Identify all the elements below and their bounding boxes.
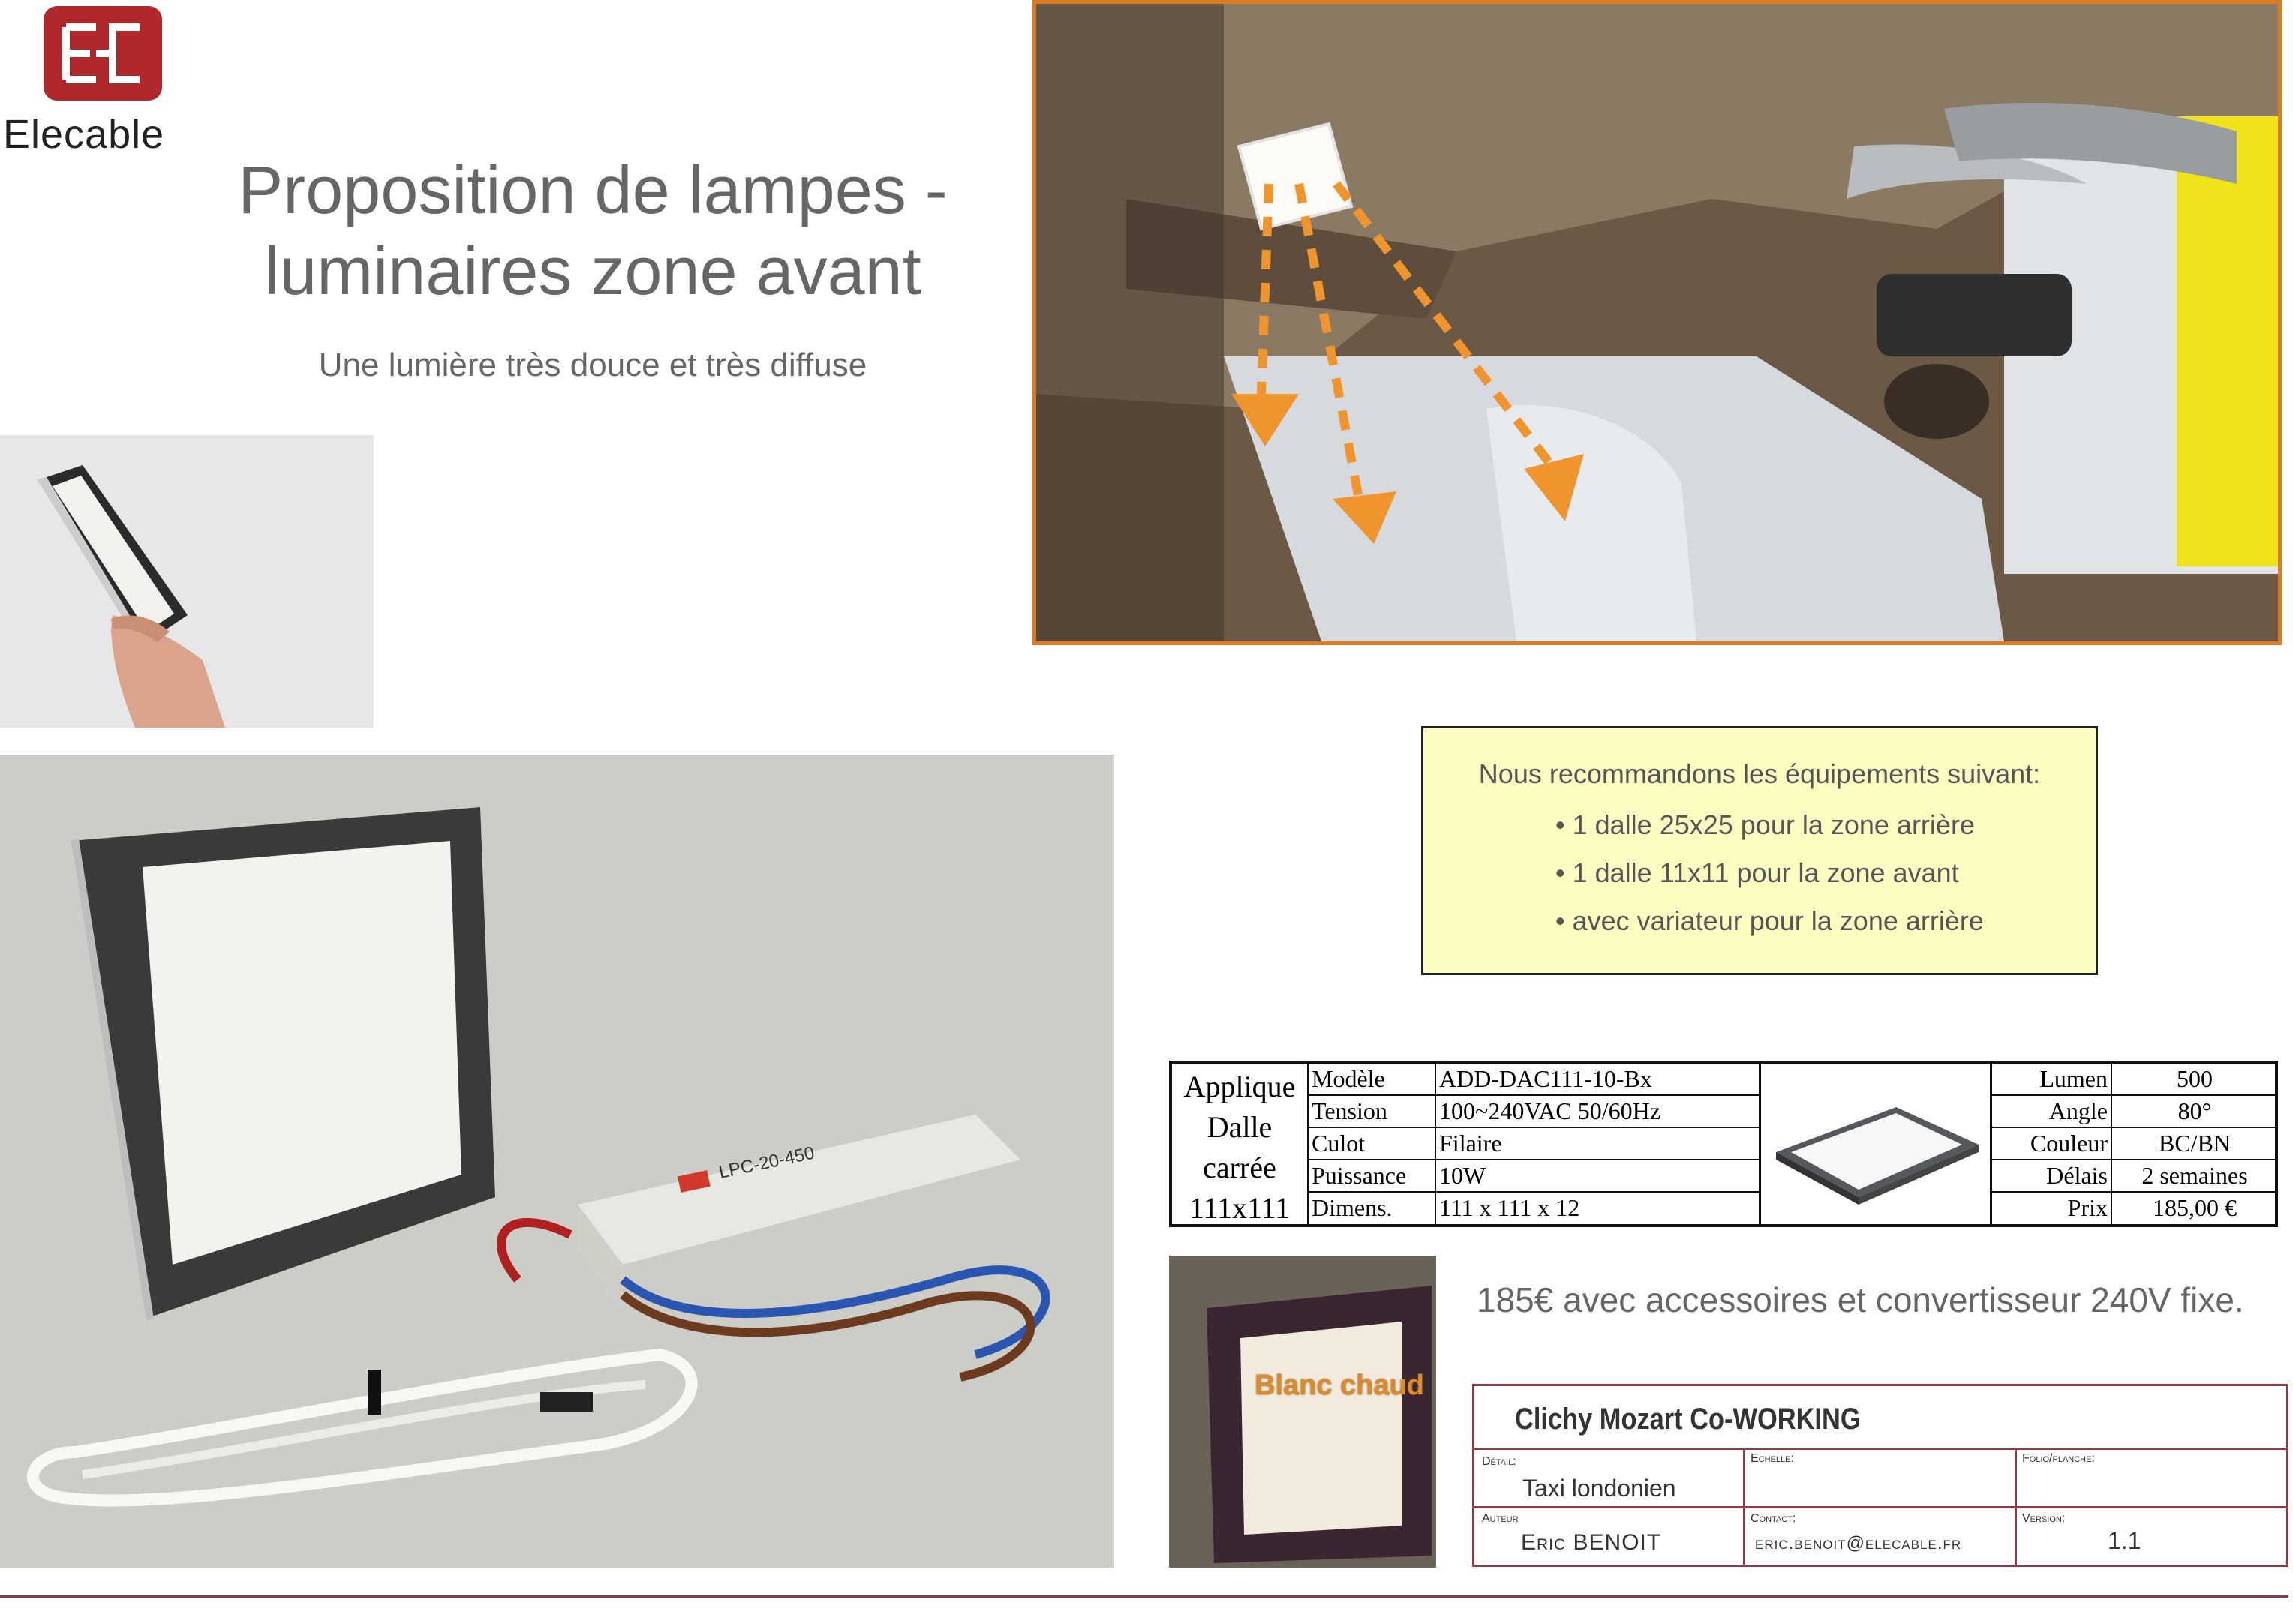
contact-value: eric.benoit@elecable.fr (1755, 1533, 1962, 1553)
spec-label: Prix (1992, 1193, 2112, 1225)
logo-mark-icon (44, 6, 162, 101)
spec-label: Angle (1992, 1096, 2112, 1127)
page-title (150, 150, 1035, 312)
title-block (1472, 1384, 2288, 1567)
version-value: 1.1 (2108, 1527, 2141, 1554)
hand-holding-panel-photo (0, 435, 374, 728)
table-row (1992, 1160, 2277, 1193)
list-item: • avec variateur pour la zone arrière (1555, 905, 2096, 937)
list-item: • 1 dalle 11x11 pour la zone avant (1555, 857, 2096, 889)
spec-label: Puissance (1309, 1160, 1436, 1191)
divider (1474, 1506, 2286, 1508)
project-name: Clichy Mozart Co-WORKING (1515, 1403, 1861, 1436)
brand-name: Elecable (3, 112, 165, 157)
table-row (1309, 1064, 1759, 1096)
spec-label: Culot (1309, 1128, 1436, 1159)
title-line-2: luminaires zone avant (264, 234, 921, 309)
list-item: • 1 dalle 25x25 pour la zone arrière (1555, 809, 2096, 841)
warm-white-panel-photo (1169, 1256, 1436, 1568)
product-name-line: Applique (1183, 1070, 1296, 1103)
page-subtitle: Une lumière très douce et très diffuse (318, 347, 867, 383)
spec-value: ADD-DAC111-10-Bx (1439, 1065, 1652, 1092)
table-row (1309, 1193, 1759, 1225)
spec-label: Lumen (1992, 1064, 2112, 1094)
contact-caption: Contact: (1751, 1512, 1796, 1525)
footer-rule (0, 1595, 2288, 1598)
spec-value: 111 x 111 x 12 (1439, 1194, 1580, 1221)
elecable-logo (44, 6, 162, 101)
title-line-1: Proposition de lampes - (238, 153, 948, 228)
product-name-line: 111x111 (1189, 1191, 1291, 1225)
spec-value: 2 semaines (2141, 1162, 2248, 1189)
echelle-caption: Echelle: (1751, 1452, 1794, 1465)
table-row (1309, 1160, 1759, 1193)
version-caption: Version: (2022, 1512, 2066, 1525)
product-kit-photo (0, 755, 1114, 1568)
table-row (1992, 1128, 2277, 1160)
product-name-line: carrée (1203, 1151, 1276, 1184)
folio-caption: Folio/planche: (2022, 1452, 2095, 1465)
taxi-ceiling-photo (1032, 0, 2282, 645)
auteur-caption: Auteur (1482, 1512, 1519, 1525)
divider (1474, 1448, 2286, 1450)
divider (1743, 1448, 1745, 1565)
table-row (1309, 1096, 1759, 1128)
spec-value: 100~240VAC 50/60Hz (1439, 1097, 1660, 1124)
driver-label: LPC-20-450 (717, 1142, 816, 1183)
recommendation-title: Nous recommandons les équipements suivant: (1478, 758, 2041, 789)
spec-label: Tension (1309, 1096, 1436, 1127)
recommendation-list (1423, 809, 2096, 937)
table-row (1992, 1193, 2277, 1225)
spec-value: 80° (2177, 1097, 2212, 1124)
spec-value: 10W (1439, 1162, 1486, 1189)
spec-label: Modèle (1309, 1064, 1436, 1094)
spec-left-rows (1309, 1064, 1761, 1224)
spec-label: Dimens. (1309, 1193, 1436, 1225)
spec-right-rows (1990, 1064, 2277, 1224)
price-note: 185€ avec accessoires et convertisseur 240V fixe. (1477, 1280, 2244, 1319)
auteur-value: Eric BENOIT (1521, 1530, 1662, 1555)
spec-value: Filaire (1439, 1130, 1502, 1157)
table-row (1992, 1064, 2277, 1096)
spec-value: 185,00 € (2153, 1194, 2237, 1221)
product-name (1172, 1064, 1309, 1224)
warm-white-label: Blanc chaud (1255, 1370, 1424, 1401)
spec-label: Couleur (1992, 1128, 2112, 1159)
spec-value: BC/BN (2158, 1130, 2231, 1157)
divider (2015, 1448, 2017, 1565)
spec-value: 500 (2177, 1065, 2213, 1092)
table-row (1992, 1096, 2277, 1128)
spec-label: Délais (1992, 1160, 2112, 1191)
product-name-line: Dalle (1207, 1110, 1273, 1144)
detail-caption: Détail: (1482, 1455, 1516, 1468)
product-thumbnail (1761, 1070, 1986, 1220)
recommendation-box (1421, 726, 2098, 975)
table-row (1309, 1128, 1759, 1160)
product-spec-table (1169, 1061, 2278, 1227)
detail-value: Taxi londonien (1522, 1475, 1676, 1502)
